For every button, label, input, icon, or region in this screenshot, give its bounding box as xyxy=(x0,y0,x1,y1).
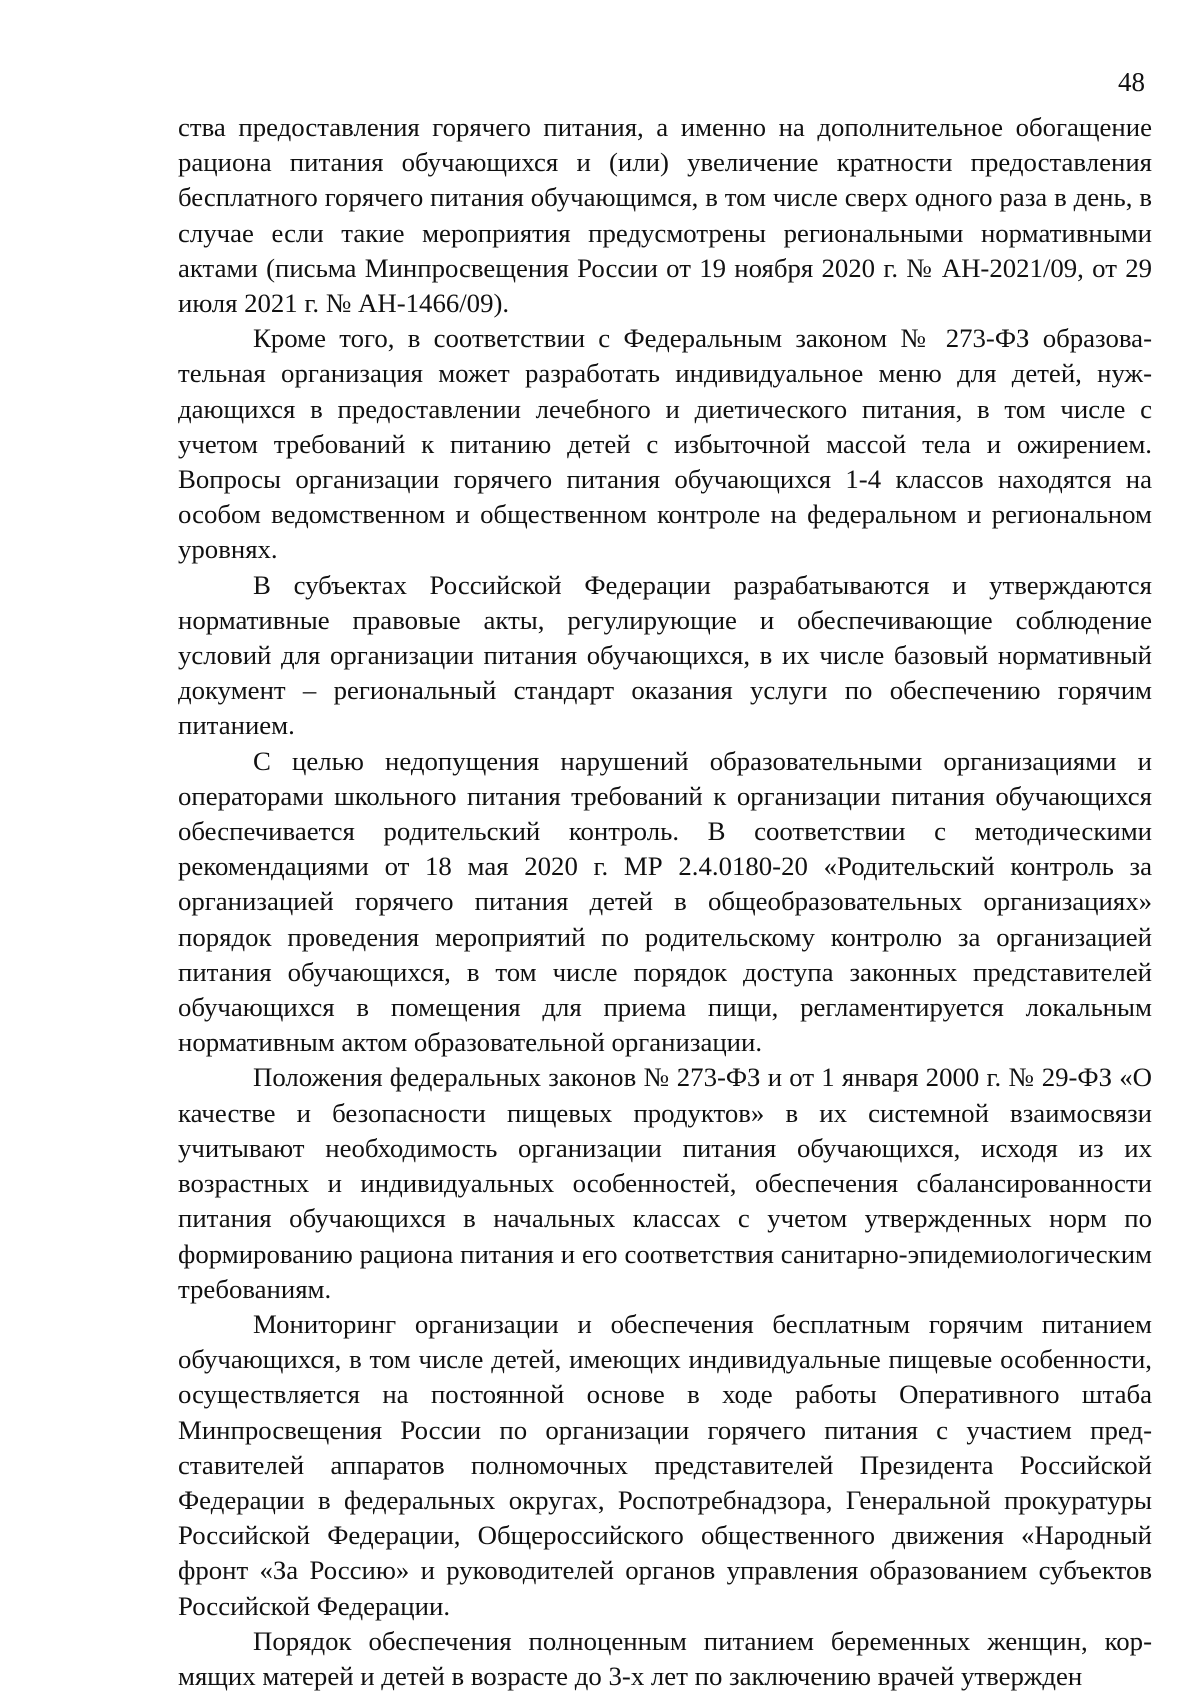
paragraph-pregnant-women: Порядок обеспечения полноценным питанием беременных женщин, кормящих матерей и детей в возрасте до 3-х лет по заключению врачей утвержден xyxy=(178,1625,1152,1691)
paragraph-federal-laws: Положения федеральных законов № 273-ФЗ и от 1 января 2000 г. № 29-ФЗ «О качестве и безопасности пищевых продуктов» в их системной взаимосвязи учитывают необходимость организации питания обучающихся, исходя из их возрастных и индивидуальных особенностей, обеспечения сбалансированности питания обучающихся в начальных классах с учетом утвержденных норм по формированию рациона питания и его соответствия санитарно-эпидемиологическим требованиям. xyxy=(178,1062,1152,1304)
paragraph-individual-menu: Кроме того, в соответствии с Федеральным законом № 273-ФЗ образовательная организация может разработать индивидуальное меню для детей, нуждающихся в предоставлении лечебного и диетического питания, в том числе с учетом требований к питанию детей с избыточной массой тела и ожирением. Вопросы организации горячего питания обучающихся 1-4 классов находятся на особом ведомственном и общественном контроле на федеральном и региональном уровнях. xyxy=(178,323,1152,565)
page-number: 48 xyxy=(1118,67,1145,97)
paragraph-parental-control: С целью недопущения нарушений образовательными организациями и операторами школьного питания требований к организации питания обучающихся обеспечивается родительский контроль. В соответствии с методическими рекомендациями от 18 мая 2020 г. МР 2.4.0180-20 «Родительский контроль за организацией горячего питания детей в общеобразовательных организациях» порядок проведения мероприятий по родительскому контролю за организацией питания обучающихся, в том числе порядок доступа законных представителей обучающихся в помещения для приема пищи, регламентируется локальным нормативным актом образовательной организации. xyxy=(178,745,1152,1058)
paragraph-continuation: ства предоставления горячего питания, а именно на дополнительное обогащение рациона питания обучающихся и (или) увеличение кратности предоставления бесплатного горячего питания обучающимся, в том числе сверх одного раза в день, в случае если такие мероприятия предусмотрены региональными нормативными актами (письма Минпросвещения России от 19 ноября 2020 г. № АН-2021/09, от 29 июля 2021 г. № АН-1466/09). xyxy=(178,112,1152,319)
paragraph-monitoring: Мониторинг организации и обеспечения бесплатным горячим питанием обучающихся, в том числе детей, имеющих индивидуальные пищевые особенности, осуществляется на постоянной основе в ходе работы Оперативного штаба Минпросвещения России по организации горячего питания с участием представителей аппаратов полномочных представителей Президента Российской Федерации в федеральных округах, Роспотребнадзора, Генеральной прокуратуры Российской Федерации, Общероссийского общественного движения «Народный фронт «За Россию» и руководителей органов управления образованием субъектов Российской Федерации. xyxy=(178,1308,1152,1621)
document-body xyxy=(178,110,1152,1694)
paragraph-regional-acts: В субъектах Российской Федерации разрабатываются и утверждаются нормативные правовые акты, регулирующие и обеспечивающие соблюдение условий для организации питания обучающихся, в их числе базовый нормативный документ – региональный стандарт оказания услуги по обеспечению горячим питанием. xyxy=(178,569,1152,741)
